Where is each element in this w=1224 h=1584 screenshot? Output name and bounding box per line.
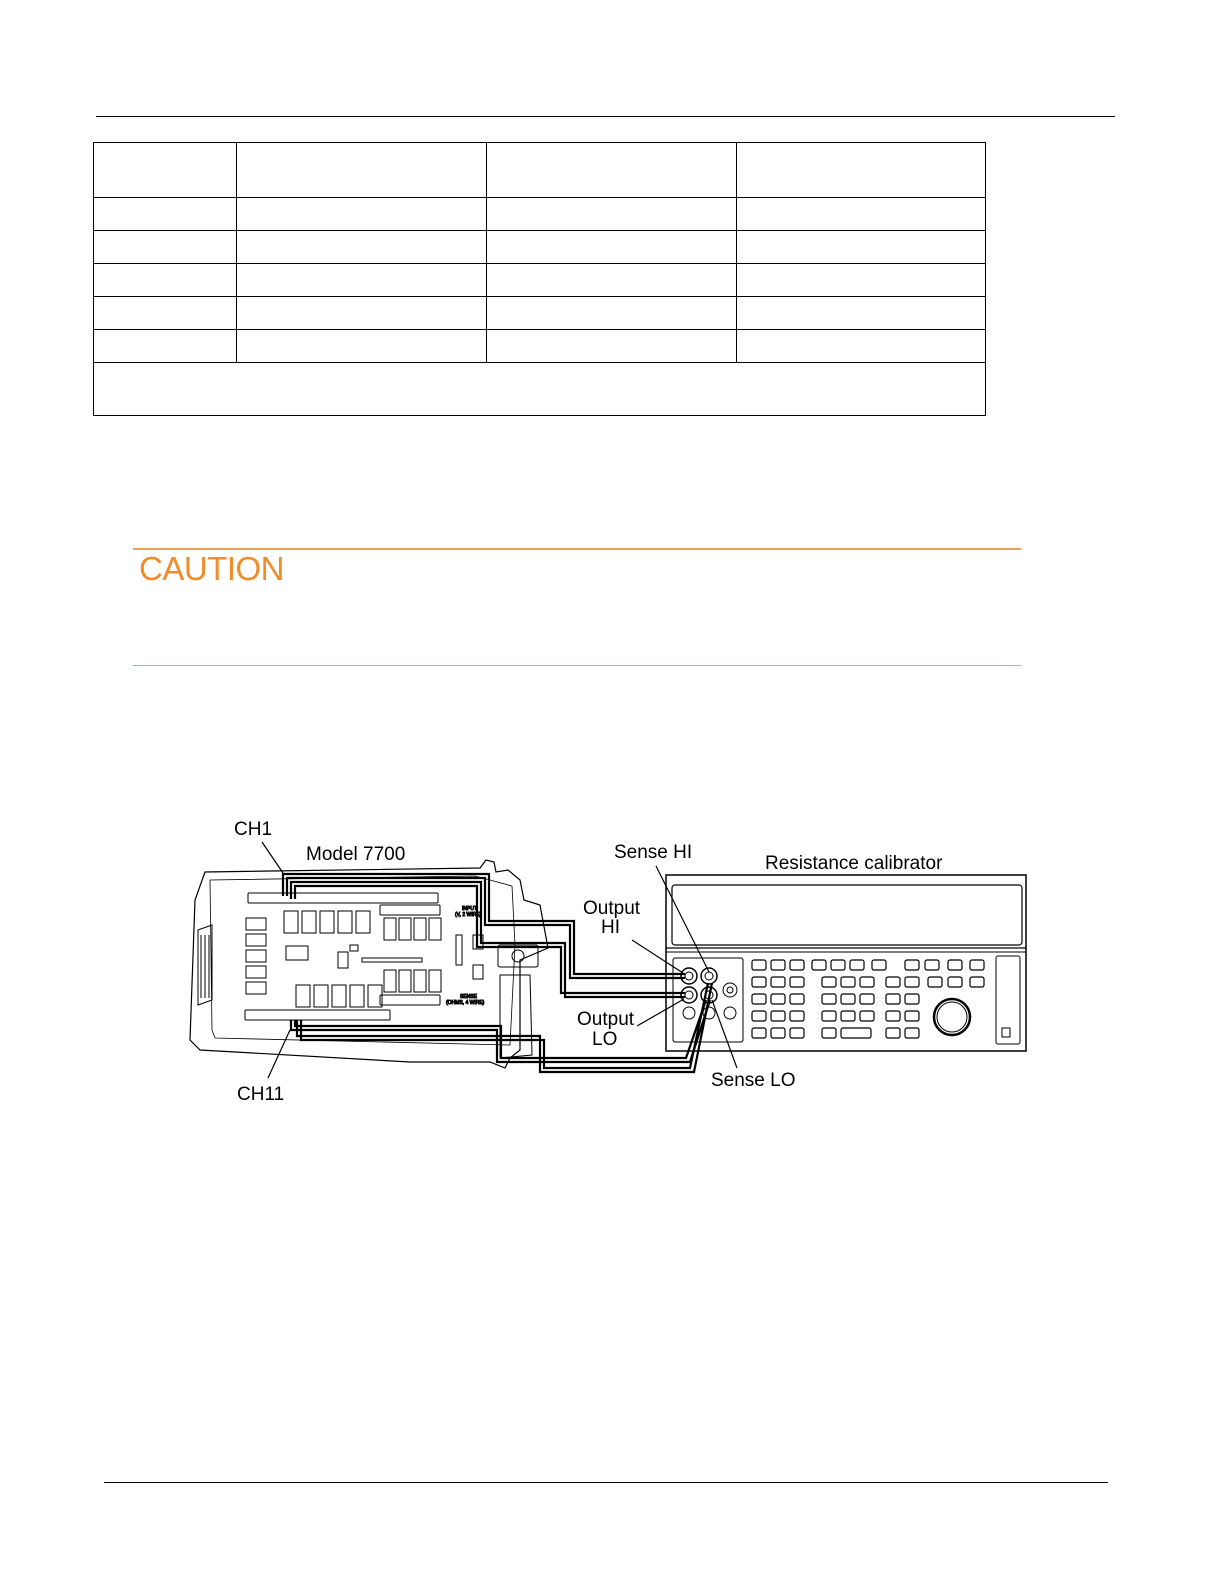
resistance-calibrator-label: Resistance calibrator — [765, 853, 943, 874]
table-cell — [94, 231, 237, 264]
table-cell — [487, 297, 737, 330]
input-sub-label: (V, 2 WIRE) — [455, 912, 482, 918]
table-cell — [487, 198, 737, 231]
table-cell — [487, 330, 737, 363]
table-cell — [737, 264, 986, 297]
table-row — [94, 198, 986, 231]
table-cell — [237, 198, 487, 231]
table-note-row — [94, 363, 986, 416]
table-cell — [94, 297, 237, 330]
footer-rule — [104, 1482, 1108, 1483]
table-cell — [737, 330, 986, 363]
ch1-label: CH1 — [234, 819, 273, 840]
output-hi-label-line2: HI — [601, 917, 620, 938]
table-header-cell — [487, 143, 737, 198]
table-cell — [237, 330, 487, 363]
ch11-label: CH11 — [237, 1084, 285, 1105]
table-cell — [94, 198, 237, 231]
table-cell — [94, 330, 237, 363]
caution-bottom-rule — [133, 665, 1021, 666]
header-rule — [96, 116, 1115, 117]
input-label: INPUT — [462, 906, 477, 912]
table-row — [94, 264, 986, 297]
output-lo-label-line2: LO — [592, 1029, 618, 1050]
connection-diagram — [180, 810, 1050, 1120]
table-header-cell — [237, 143, 487, 198]
output-lo-label-line1: Output — [577, 1009, 635, 1030]
sense-hi-label: Sense HI — [614, 842, 693, 863]
table-note — [94, 363, 986, 416]
sense-sub-label: (OHMS, 4 WIRE) — [446, 1000, 485, 1006]
table-row — [94, 231, 986, 264]
table-header-cell — [737, 143, 986, 198]
test-leads — [283, 874, 712, 1072]
sense-lo-label: Sense LO — [711, 1070, 796, 1091]
table-cell — [237, 297, 487, 330]
output-hi-label-line1: Output — [583, 898, 641, 919]
table-header-row — [94, 143, 986, 198]
table-cell — [737, 297, 986, 330]
table-cell — [737, 198, 986, 231]
table-cell — [737, 231, 986, 264]
table-cell — [94, 264, 237, 297]
model-7700-label: Model 7700 — [306, 844, 406, 865]
resistance-calibrator — [666, 875, 1026, 1051]
table-cell — [487, 264, 737, 297]
table-cell — [237, 231, 487, 264]
caution-title: CAUTION — [139, 550, 284, 587]
spec-table — [93, 142, 986, 416]
table-cell — [237, 264, 487, 297]
table-cell — [487, 231, 737, 264]
table-row — [94, 330, 986, 363]
sense-label: SENSE — [460, 994, 477, 1000]
table-header-cell — [94, 143, 237, 198]
table-row — [94, 297, 986, 330]
